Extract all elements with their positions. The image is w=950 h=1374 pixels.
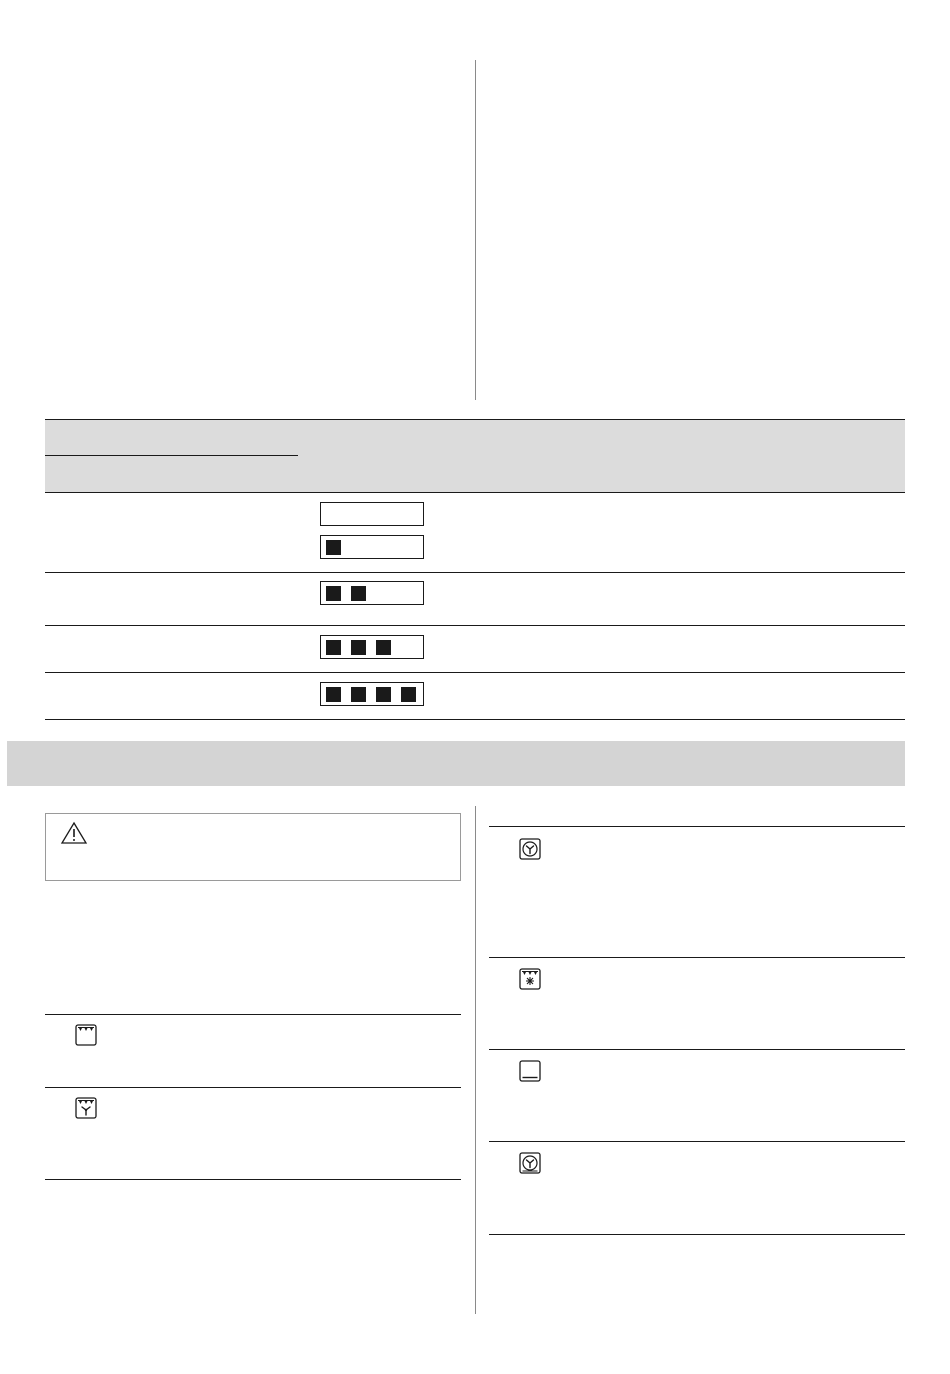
function-separator (489, 826, 905, 827)
ring-heater-fan-icon (519, 1152, 541, 1174)
function-separator (489, 1049, 905, 1050)
table-bottom-border (45, 719, 905, 720)
table-header (45, 419, 905, 493)
heat-level-indicator (320, 502, 424, 526)
bottom-column-divider (475, 806, 476, 1314)
warning-triangle-icon (60, 821, 88, 845)
fan-icon (519, 838, 541, 860)
top-heat-fan-icon (75, 1097, 97, 1119)
function-separator (489, 1234, 905, 1235)
heat-level-indicator (320, 682, 424, 706)
function-separator (489, 1141, 905, 1142)
warning-box (45, 813, 461, 881)
table-row-separator (45, 672, 905, 673)
heat-level-indicator (320, 635, 424, 659)
grill-icon (519, 968, 541, 990)
table-row-separator (45, 572, 905, 573)
heat-level-indicator (320, 581, 424, 605)
top-heat-icon (75, 1024, 97, 1046)
heat-level-segment (401, 687, 416, 702)
heat-level-segment (326, 687, 341, 702)
function-separator (45, 1087, 461, 1088)
heat-level-segment (376, 640, 391, 655)
bottom-heat-icon (519, 1060, 541, 1082)
heat-level-segment (351, 586, 366, 601)
heat-level-segment (326, 586, 341, 601)
top-column-divider (475, 60, 476, 400)
heat-level-segment (326, 640, 341, 655)
heat-level-indicator (320, 535, 424, 559)
heat-level-segment (326, 540, 341, 555)
heat-level-segment (351, 640, 366, 655)
heat-level-segment (376, 687, 391, 702)
header-underline (45, 455, 298, 456)
function-separator (489, 957, 905, 958)
table-row-separator (45, 625, 905, 626)
function-separator (45, 1014, 461, 1015)
function-separator (45, 1179, 461, 1180)
section-heading-band (7, 741, 905, 786)
heat-level-segment (351, 687, 366, 702)
